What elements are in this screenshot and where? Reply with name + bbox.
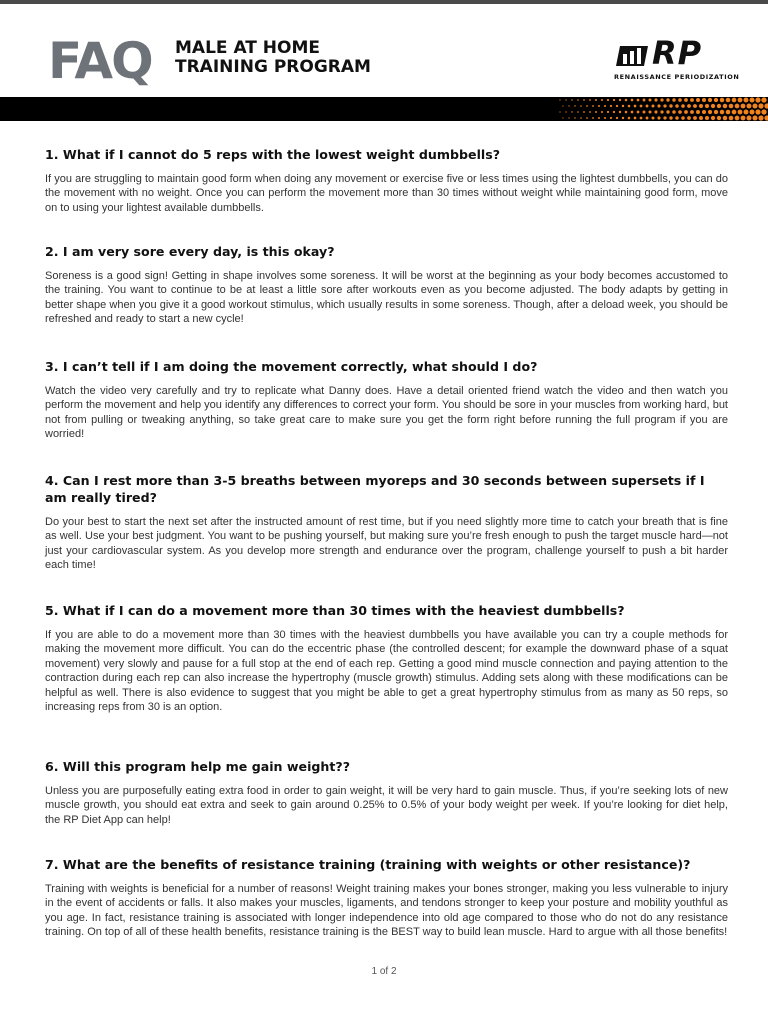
faq-answer-6: Unless you are purposefully eating extra food in order to gain weight, it will be very hard to gain muscle. Thus, if you’re seeking lots of new muscle growth, you should eat extra and seek to gain around 0.25% to 0.5% of your body weight per week. If you’re looking for diet help, the RP Diet App can help! [45, 785, 728, 826]
faq-item-5 [45, 602, 728, 714]
faq-answer-2: Soreness is a good sign! Getting in shape involves some soreness. It will be worst at the beginning as your body becomes accustomed to the training. You want to continue to be at least a little sore after workouts even as you become adjusted. The body adapts by getting in better shape when you give it a good workout stimulus, which usually results in some soreness. Though, after a deload week, you should be refreshed and ready to start a new cycle! [45, 270, 728, 326]
faq-answer-3: Watch the video very carefully and try to replicate what Danny does. Have a detail oriented friend watch the video and then watch you perform the movement and help you identify any differences to correct your form. You should be sore in your muscles from working hard, but not from pulling or tweaking anything, so take great care to make sure you get the form right before running the full program if you are worried! [45, 385, 728, 441]
faq-answer-1: If you are struggling to maintain good form when doing any movement or exercise five or less times using the lightest dumbbells, you can do the movement with no weight. Once you can perform the movement more than 30 times without weight while maintaining good form, move on to using your lightest available dumbbells. [45, 173, 728, 214]
faq-question-7: 7. What are the benefits of resistance training (training with weights or other resistance)? [45, 857, 691, 872]
faq-item-3 [45, 358, 728, 442]
program-title-line-1: MALE AT HOME [175, 38, 320, 58]
faq-item-7 [45, 856, 728, 940]
faq-item-1 [45, 146, 728, 215]
halftone-pattern [0, 97, 768, 121]
faq-item-2 [45, 243, 728, 327]
page-header [0, 4, 768, 96]
faq-item-4 [45, 472, 728, 573]
faq-question-6: 6. Will this program help me gain weight?? [45, 759, 351, 774]
faq-item-6 [45, 758, 728, 827]
program-title [175, 39, 371, 77]
rp-logo-letters: RP [652, 34, 703, 72]
page-number: 1 of 2 [371, 966, 397, 977]
faq-question-1: 1. What if I cannot do 5 reps with the lowest weight dumbbells? [45, 147, 501, 162]
faq-answer-7: Training with weights is beneficial for a number of reasons! Weight training makes your bones stronger, making you less vulnerable to injury in the event of accidents or falls. It also makes your muscles, ligaments, and tendons stronger to keep your posture and mobility youthful as you age. In fact, resistance training is associated with longer independence into old age compared to those who do not do any resistance training. On top of all of these health benefits, resistance training is the BEST way to build lean muscle. Hard to argue with all those benefits! [45, 883, 728, 939]
faq-answer-4: Do your best to start the next set after the instructed amount of rest time, but if you need slightly more time to catch your breath that is fine as well. Use your best judgment. You want to be pushing yourself, but making sure you’re fresh enough to push the target muscle hard—not just your cardiovascular system. As you develop more strength and endurance over the program, challenge yourself to push a bit harder each time! [45, 516, 728, 572]
rp-logo [612, 34, 740, 84]
faq-heading: FAQ [48, 32, 152, 90]
header-band [0, 97, 768, 121]
rp-logo-bars-icon [614, 42, 650, 68]
program-title-line-2: TRAINING PROGRAM [175, 57, 371, 77]
faq-question-2: 2. I am very sore every day, is this okay? [45, 244, 335, 259]
faq-question-5: 5. What if I can do a movement more than 30 times with the heaviest dumbbells? [45, 603, 625, 618]
faq-question-3: 3. I can’t tell if I am doing the movement correctly, what should I do? [45, 359, 538, 374]
faq-question-4: 4. Can I rest more than 3-5 breaths between myoreps and 30 seconds between supersets if I am really tired? [45, 473, 705, 505]
rp-logo-tagline: RENAISSANCE PERIODIZATION [614, 73, 740, 81]
faq-answer-5: If you are able to do a movement more than 30 times with the heaviest dumbbells you have available you can try a couple methods for making the movement more difficult. You can do the eccentric phase (the controlled descent; for example the downward phase of a squat movement) very slowly and pause for a full stop at the end of each rep. Getting a good mind muscle connection and paying attention to the contraction during each rep can also increase the hypertrophy (muscle growth) stimulus. Adding sets along with these modifications can be helpful as well. There is also evidence to suggest that you might be able to get a great hypertrophy stimulus from as many as 50 reps, so increasing reps from 30 is an option. [45, 629, 728, 714]
